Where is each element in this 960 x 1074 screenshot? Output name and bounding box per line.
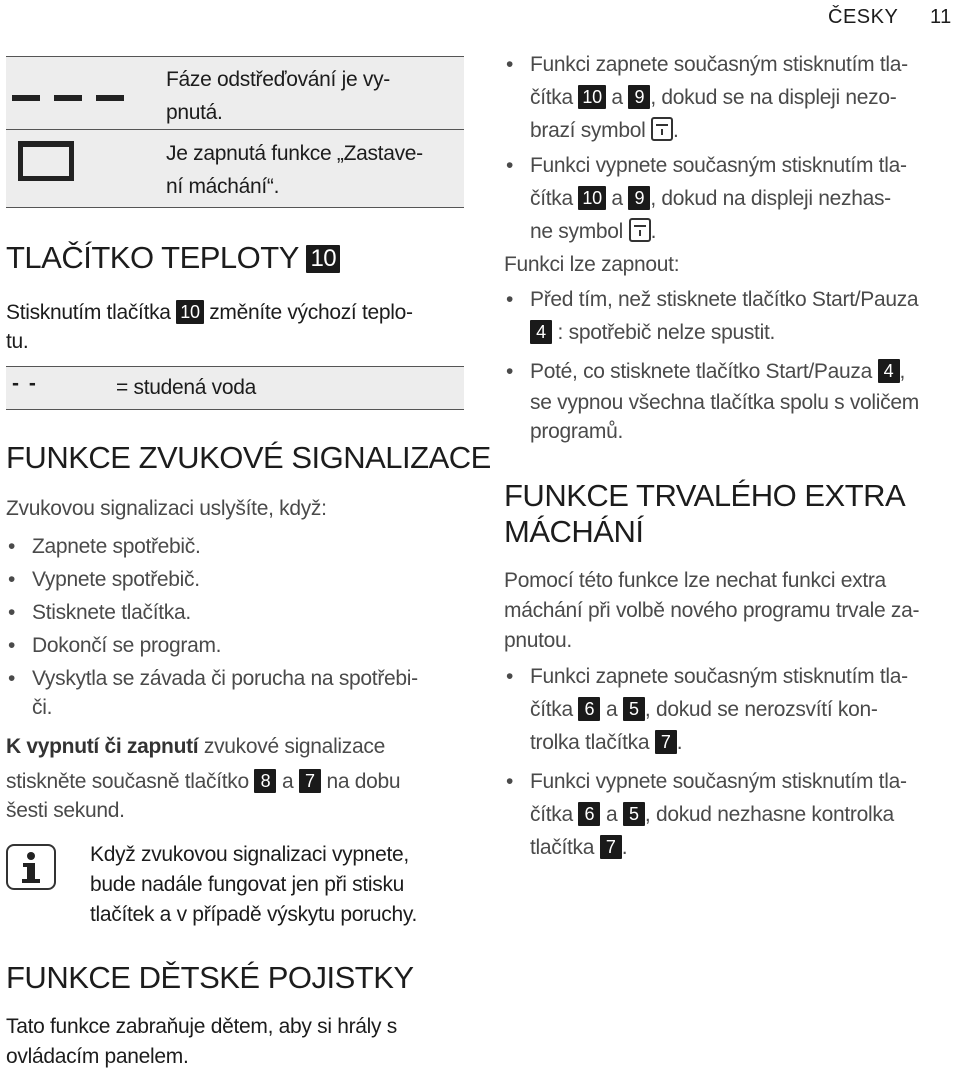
table-row-text: Je zapnutá funkce „Zastave- ní máchání“. (166, 142, 423, 198)
lock-icon (629, 218, 651, 242)
button-key-badge: 4 (878, 359, 900, 383)
list-item: • Dokončí se program. (6, 629, 466, 662)
page-number: 11 (930, 6, 952, 28)
list-item: • Poté, co stisknete tlačítko Start/Pauza 4 , se vypnou všechna tlačítka spolu s voličem programů. (504, 355, 956, 448)
info-icon (6, 844, 56, 890)
button-key-badge: 6 (578, 802, 600, 826)
cold-water-label: = studená voda (116, 376, 257, 399)
extra-rinse-paragraph: Pomocí této funkce lze nechat funkci extra máchání při volbě nového programu trvale za- pnutou. (504, 569, 920, 652)
list-item: • Vyskytla se závada či porucha na spotřebi- (6, 662, 466, 695)
display-symbol-table (6, 56, 464, 208)
lock-icon (651, 117, 673, 141)
button-key-badge: 6 (578, 697, 600, 721)
button-key-badge: 9 (628, 85, 650, 109)
info-note: Když zvukovou signalizaci vypnete, bude nadále fungovat jen při stisku tlačítek a v případě výskytu poruchy. (90, 843, 418, 926)
temperature-paragraph: Stisknutím tlačítka 10 změníte výchozí teplo- tu. (6, 301, 413, 353)
child-lock-paragraph: Tato funkce zabraňuje dětem, aby si hrály s ovládacím panelem. (6, 1015, 397, 1068)
page-header-language: ČESKY (828, 6, 899, 28)
list-item: • Funkci zapnete současným stisknutím tla- čítka 10 a 9 , dokud se na displeji nezo- brazí symbol . (504, 48, 956, 147)
sound-list: • Zapnete spotřebič. • Vypnete spotřebič. • Stisknete tlačítka. • Dokončí se program. • Vyskytla se závada či porucha na spotřebi- či. (6, 530, 466, 724)
child-lock-list (504, 48, 956, 448)
button-key-badge: 10 (176, 300, 203, 324)
button-key-badge: 5 (623, 697, 645, 721)
list-item: • Funkci zapnete současným stisknutím tla- čítka 6 a 5 , dokud se nerozsvítí kon- trolka tlačítka 7 . (504, 660, 956, 759)
temperature-section-title: TLAČÍTKO TEPLOTY 10 (6, 240, 340, 276)
child-lock-section-title: FUNKCE DĚTSKÉ POJISTKY (6, 960, 414, 995)
button-key-badge: 10 (306, 245, 340, 273)
cold-water-symbol: - - (12, 372, 38, 395)
list-item: • Vypnete spotřebič. (6, 563, 466, 596)
list-item: • Funkci vypnete současným stisknutím tla- čítka 10 a 9 , dokud na displeji nezhas- ne symbol . (504, 149, 956, 248)
sound-section-title: FUNKCE ZVUKOVÉ SIGNALIZACE (6, 440, 491, 475)
button-key-badge: 5 (623, 802, 645, 826)
button-key-badge: 4 (530, 320, 552, 344)
table-row-text: Fáze odstřeďování je vy- pnutá. (166, 68, 390, 124)
list-item: • Funkci vypnete současným stisknutím tla- čítka 6 a 5 , dokud nezhasne kontrolka tlačítka 7 . (504, 765, 956, 864)
extra-rinse-section-title: FUNKCE TRVALÉHO EXTRA MÁCHÁNÍ (504, 478, 906, 549)
extra-rinse-list (504, 660, 956, 864)
button-key-badge: 10 (578, 85, 605, 109)
list-item: • Stisknete tlačítka. (6, 596, 466, 629)
button-key-badge: 8 (254, 769, 276, 793)
child-lock-modes-intro: Funkci lze zapnout: (504, 253, 680, 276)
button-key-badge: 10 (578, 186, 605, 210)
sound-toggle-paragraph: K vypnutí či zapnutí zvukové signalizace stiskněte současně tlačítko 8 a 7 na dobu šesti sekund. (6, 735, 401, 822)
button-key-badge: 7 (655, 730, 677, 754)
button-key-badge: 7 (600, 835, 622, 859)
dashes-display-icon (12, 95, 122, 103)
rinse-hold-display-icon (18, 141, 74, 181)
temperature-symbol-row (6, 366, 464, 410)
list-item: • Zapnete spotřebič. (6, 530, 466, 563)
list-item: • Před tím, než stisknete tlačítko Start/Pauza 4 : spotřebič nelze spustit. (504, 283, 956, 349)
button-key-badge: 7 (299, 769, 321, 793)
button-key-badge: 9 (628, 186, 650, 210)
sound-intro: Zvukovou signalizaci uslyšíte, když: (6, 497, 327, 520)
